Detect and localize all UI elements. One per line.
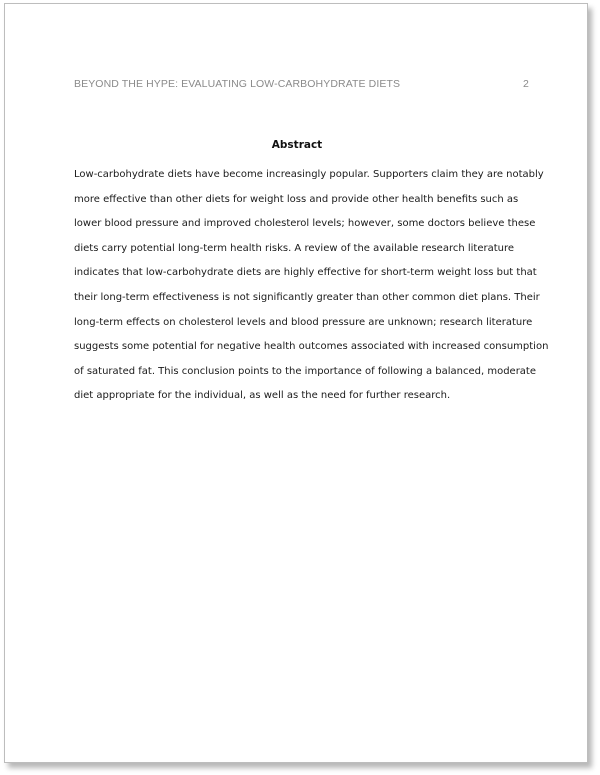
abstract-line: lower blood pressure and improved cholesterol levels; however, some doctors believe these <box>74 218 536 230</box>
abstract-heading: Abstract <box>271 139 323 151</box>
abstract-line: indicates that low-carbohydrate diets are highly effective for short-term weight loss but that <box>74 267 537 279</box>
abstract-line: long-term effects on cholesterol levels and blood pressure are unknown; research literature <box>74 316 533 328</box>
abstract-line: diet appropriate for the individual, as well as the need for further research. <box>74 390 451 402</box>
abstract-line: Low-carbohydrate diets have become increasingly popular. Supporters claim they are notably <box>74 169 544 180</box>
abstract-body <box>74 163 549 409</box>
page-number: 2 <box>523 78 529 90</box>
abstract-line: suggests some potential for negative health outcomes associated with increased consumption <box>74 341 549 353</box>
abstract-line: of saturated fat. This conclusion points to the importance of following a balanced, moderate <box>74 365 537 377</box>
abstract-line: diets carry potential long-term health risks. A review of the available research literature <box>74 242 515 254</box>
document-page <box>4 3 588 763</box>
running-head: BEYOND THE HYPE: EVALUATING LOW-CARBOHYDRATE DIETS <box>74 78 401 90</box>
abstract-line: more effective than other diets for weight loss and provide other health benefits such as <box>74 193 519 205</box>
abstract-line: their long-term effectiveness is not significantly greater than other common diet plans. Their <box>74 291 540 303</box>
